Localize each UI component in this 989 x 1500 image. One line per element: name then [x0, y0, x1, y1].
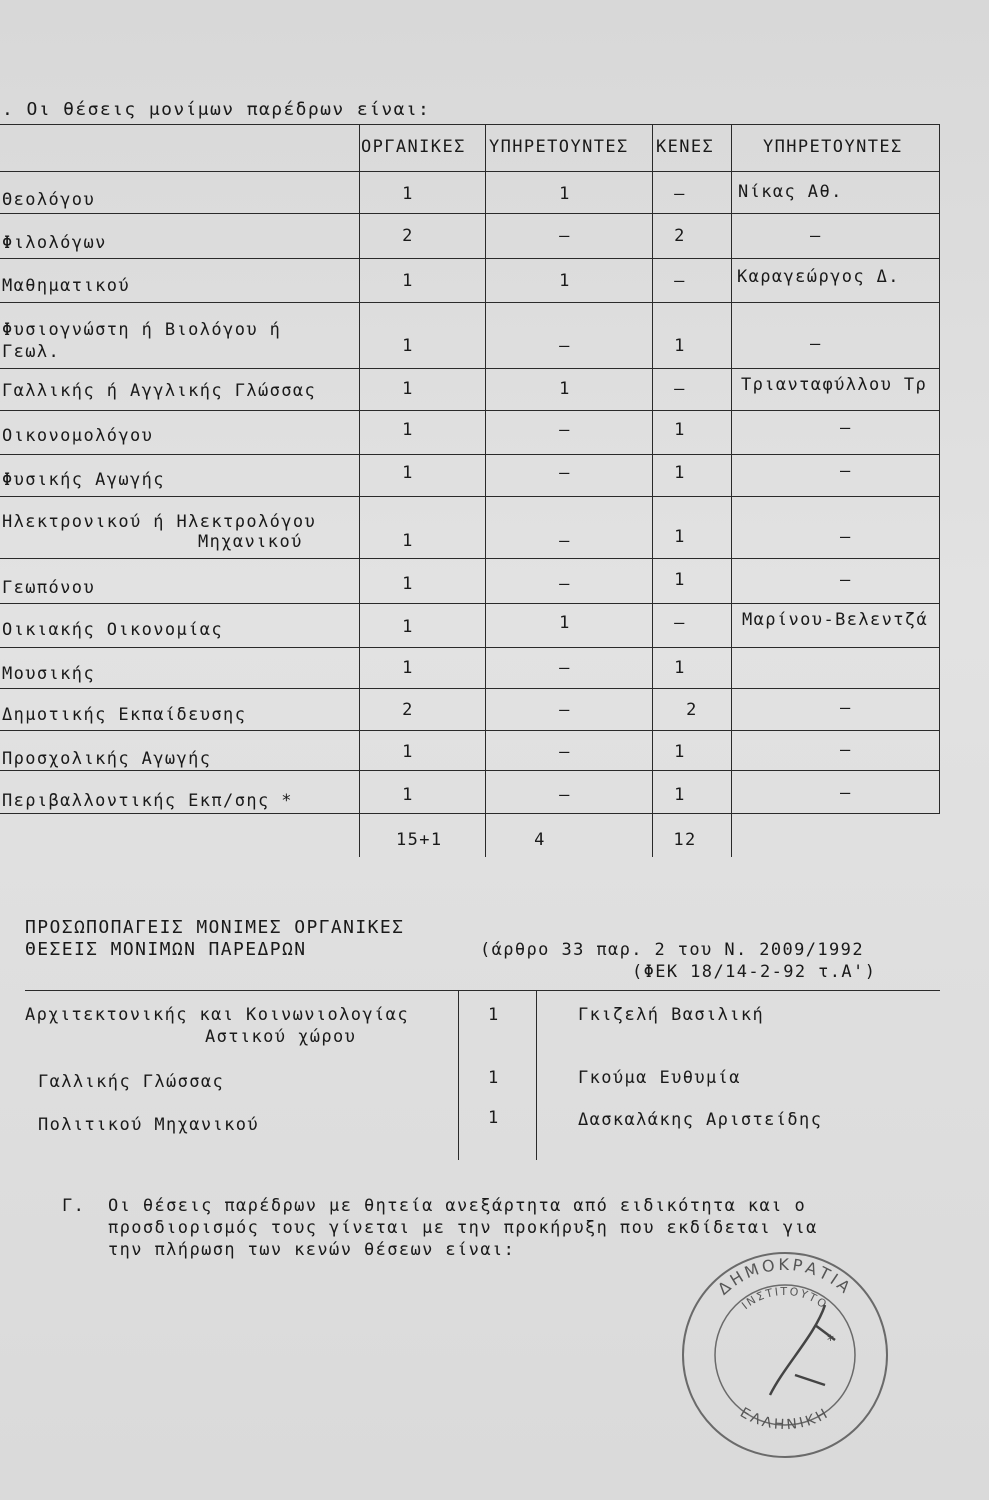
personal-row-person: Γκούμα Ευθυμία — [578, 1068, 741, 1088]
row-person: – — [840, 461, 852, 481]
stamp-text-top: ΔΗΜΟΚΡΑΤΙΑ — [713, 1254, 857, 1299]
section-g-label: Γ. — [62, 1196, 86, 1216]
row-kenes: 1 — [674, 570, 686, 590]
total-organikes: 15+1 — [396, 830, 443, 850]
row-organikes: 1 — [402, 785, 414, 805]
row-ypiretountes: – — [559, 658, 571, 678]
row-name-line2: Μηχανικού — [198, 532, 303, 552]
col-divider — [939, 124, 940, 814]
row-kenes: – — [674, 379, 686, 399]
row-kenes: 2 — [674, 226, 686, 246]
row-person: – — [810, 334, 822, 354]
col-divider — [731, 124, 732, 857]
row-name-line2: Γεωλ. — [2, 342, 61, 362]
row-person: – — [810, 226, 822, 246]
row-organikes: 1 — [402, 531, 414, 551]
row-ypiretountes: – — [559, 226, 571, 246]
row-name: Γεωπόνου — [2, 578, 96, 598]
row-name: Φιλολόγων — [2, 233, 107, 253]
row-organikes: 1 — [402, 658, 414, 678]
row-ypiretountes: – — [559, 463, 571, 483]
row-organikes: 2 — [402, 226, 414, 246]
header-organikes: ΟΡΓΑΝΙΚΕΣ — [361, 137, 466, 157]
row-organikes: 1 — [402, 574, 414, 594]
row-ypiretountes: – — [559, 574, 571, 594]
section-g-line-3: την πλήρωση των κενών θέσεων είναι: — [108, 1240, 516, 1260]
row-name: Δημοτικής Εκπαίδευσης — [2, 705, 247, 725]
row-kenes: – — [674, 613, 686, 633]
row-divider — [0, 258, 940, 259]
row-ypiretountes: 1 — [559, 613, 571, 633]
row-name: Θεολόγου — [2, 190, 96, 210]
row-ypiretountes: – — [559, 531, 571, 551]
personal-row-name: Γαλλικής Γλώσσας — [38, 1072, 225, 1092]
col-divider — [652, 124, 653, 857]
total-ypiretountes: 4 — [534, 830, 546, 850]
table-top-border — [0, 124, 940, 125]
personal-law: (άρθρο 33 παρ. 2 του Ν. 2009/1992 — [480, 940, 864, 960]
personal-row-name: Πολιτικού Μηχανικού — [38, 1115, 260, 1135]
row-name: Μαθηματικού — [2, 276, 130, 296]
row-person: Νίκας Αθ. — [738, 182, 843, 202]
official-stamp — [675, 1245, 895, 1465]
row-organikes: 1 — [402, 271, 414, 291]
personal-row-count: 1 — [488, 1108, 500, 1128]
row-person: – — [840, 740, 852, 760]
row-kenes: – — [674, 184, 686, 204]
row-name: Φυσικής Αγωγής — [2, 470, 165, 490]
row-kenes: 1 — [674, 463, 686, 483]
row-kenes: 1 — [674, 336, 686, 356]
row-divider — [0, 213, 940, 214]
row-divider — [0, 770, 940, 771]
row-organikes: 1 — [402, 420, 414, 440]
row-kenes: 1 — [674, 742, 686, 762]
row-kenes: 2 — [686, 700, 698, 720]
row-name: Ηλεκτρονικού ή Ηλεκτρολόγου — [2, 512, 317, 532]
personal-row-count: 1 — [488, 1068, 500, 1088]
row-ypiretountes: 1 — [559, 271, 571, 291]
personal-title-2: ΘΕΣΕΙΣ ΜΟΝΙΜΩΝ ΠΑΡΕΔΡΩΝ — [25, 939, 307, 960]
row-kenes: 1 — [674, 785, 686, 805]
personal-row-count: 1 — [488, 1005, 500, 1025]
row-ypiretountes: – — [559, 742, 571, 762]
row-name: Οικιακής Οικονομίας — [2, 620, 224, 640]
row-organikes: 1 — [402, 336, 414, 356]
row-organikes: 1 — [402, 742, 414, 762]
row-organikes: 1 — [402, 463, 414, 483]
row-name: Φυσιογνώστη ή Βιολόγου ή — [2, 320, 282, 340]
row-ypiretountes: – — [559, 785, 571, 805]
table-header-border — [0, 171, 940, 172]
row-person: Μαρίνου-Βελεντζά — [742, 610, 929, 630]
personal-row-name-line2: Αστικού χώρου — [205, 1027, 357, 1047]
row-name: Γαλλικής ή Αγγλικής Γλώσσας — [2, 381, 317, 401]
row-name: Περιβαλλοντικής Εκπ/σης * — [2, 791, 293, 811]
row-organikes: 1 — [402, 379, 414, 399]
row-kenes: 1 — [674, 658, 686, 678]
row-divider — [0, 410, 940, 411]
row-person: – — [840, 527, 852, 547]
row-divider — [0, 302, 940, 303]
stamp-inner-ring — [715, 1285, 855, 1425]
header-kenes: ΚΕΝΕΣ — [656, 137, 715, 157]
row-person: – — [840, 418, 852, 438]
row-name: Μουσικής — [2, 664, 96, 684]
row-organikes: 2 — [402, 700, 414, 720]
row-divider — [0, 496, 940, 497]
personal-fek: (ΦΕΚ 18/14-2-92 τ.Α') — [632, 962, 877, 982]
stamp-star: * — [827, 1333, 834, 1349]
row-kenes: – — [674, 271, 686, 291]
total-kenes: 12 — [673, 830, 697, 850]
row-organikes: 1 — [402, 184, 414, 204]
row-kenes: 1 — [674, 420, 686, 440]
row-name: Προσχολικής Αγωγής — [2, 749, 212, 769]
row-divider — [0, 454, 940, 455]
row-ypiretountes: 1 — [559, 184, 571, 204]
row-ypiretountes: 1 — [559, 379, 571, 399]
row-person: – — [840, 783, 852, 803]
personal-row-name: Αρχιτεκτονικής και Κοινωνιολογίας — [25, 1005, 409, 1025]
row-person: Τριανταφύλλου Τρ — [741, 375, 928, 395]
row-name: Οικονομολόγου — [2, 426, 154, 446]
row-divider — [0, 368, 940, 369]
section-g-line-1: Οι θέσεις παρέδρων με θητεία ανεξάρτητα από ειδικότητα και ο — [108, 1196, 807, 1216]
row-organikes: 1 — [402, 617, 414, 637]
personal-col-divider — [536, 990, 537, 1160]
row-divider — [0, 688, 940, 689]
row-kenes: 1 — [674, 527, 686, 547]
row-person: – — [840, 698, 852, 718]
personal-row-person: Γκιζελή Βασιλική — [578, 1005, 765, 1025]
row-person: – — [840, 570, 852, 590]
row-divider — [0, 730, 940, 731]
personal-table-top — [25, 990, 940, 991]
personal-title-1: ΠΡΟΣΩΠΟΠΑΓΕΙΣ ΜΟΝΙΜΕΣ ΟΡΓΑΝΙΚΕΣ — [25, 917, 405, 938]
header-ypiretountes: ΥΠΗΡΕΤΟΥΝΤΕΣ — [489, 137, 629, 157]
row-person: Καραγεώργος Δ. — [737, 267, 900, 287]
row-ypiretountes: – — [559, 420, 571, 440]
row-divider — [0, 647, 940, 648]
row-ypiretountes: – — [559, 700, 571, 720]
row-divider — [0, 558, 940, 559]
intro-text: . Οι θέσεις μονίμων παρέδρων είναι: — [2, 99, 431, 120]
row-ypiretountes: – — [559, 336, 571, 356]
col-divider — [359, 124, 360, 857]
stamp-signature — [770, 1305, 835, 1395]
col-divider — [485, 124, 486, 857]
row-divider — [0, 603, 940, 604]
row-divider — [0, 813, 940, 814]
stamp-text-inner: ΙΝΣΤΙΤΟΥΤΟ — [739, 1284, 831, 1313]
header-ypiretountes-names: ΥΠΗΡΕΤΟΥΝΤΕΣ — [763, 137, 903, 157]
personal-row-person: Δασκαλάκης Αριστείδης — [578, 1110, 823, 1130]
personal-col-divider — [458, 990, 459, 1160]
section-g-line-2: προσδιορισμός τους γίνεται με την προκήρυξη που εκδίδεται για — [108, 1218, 818, 1238]
stamp-text-bottom: ΕΛΛΗΝΙΚΗ — [737, 1404, 833, 1434]
